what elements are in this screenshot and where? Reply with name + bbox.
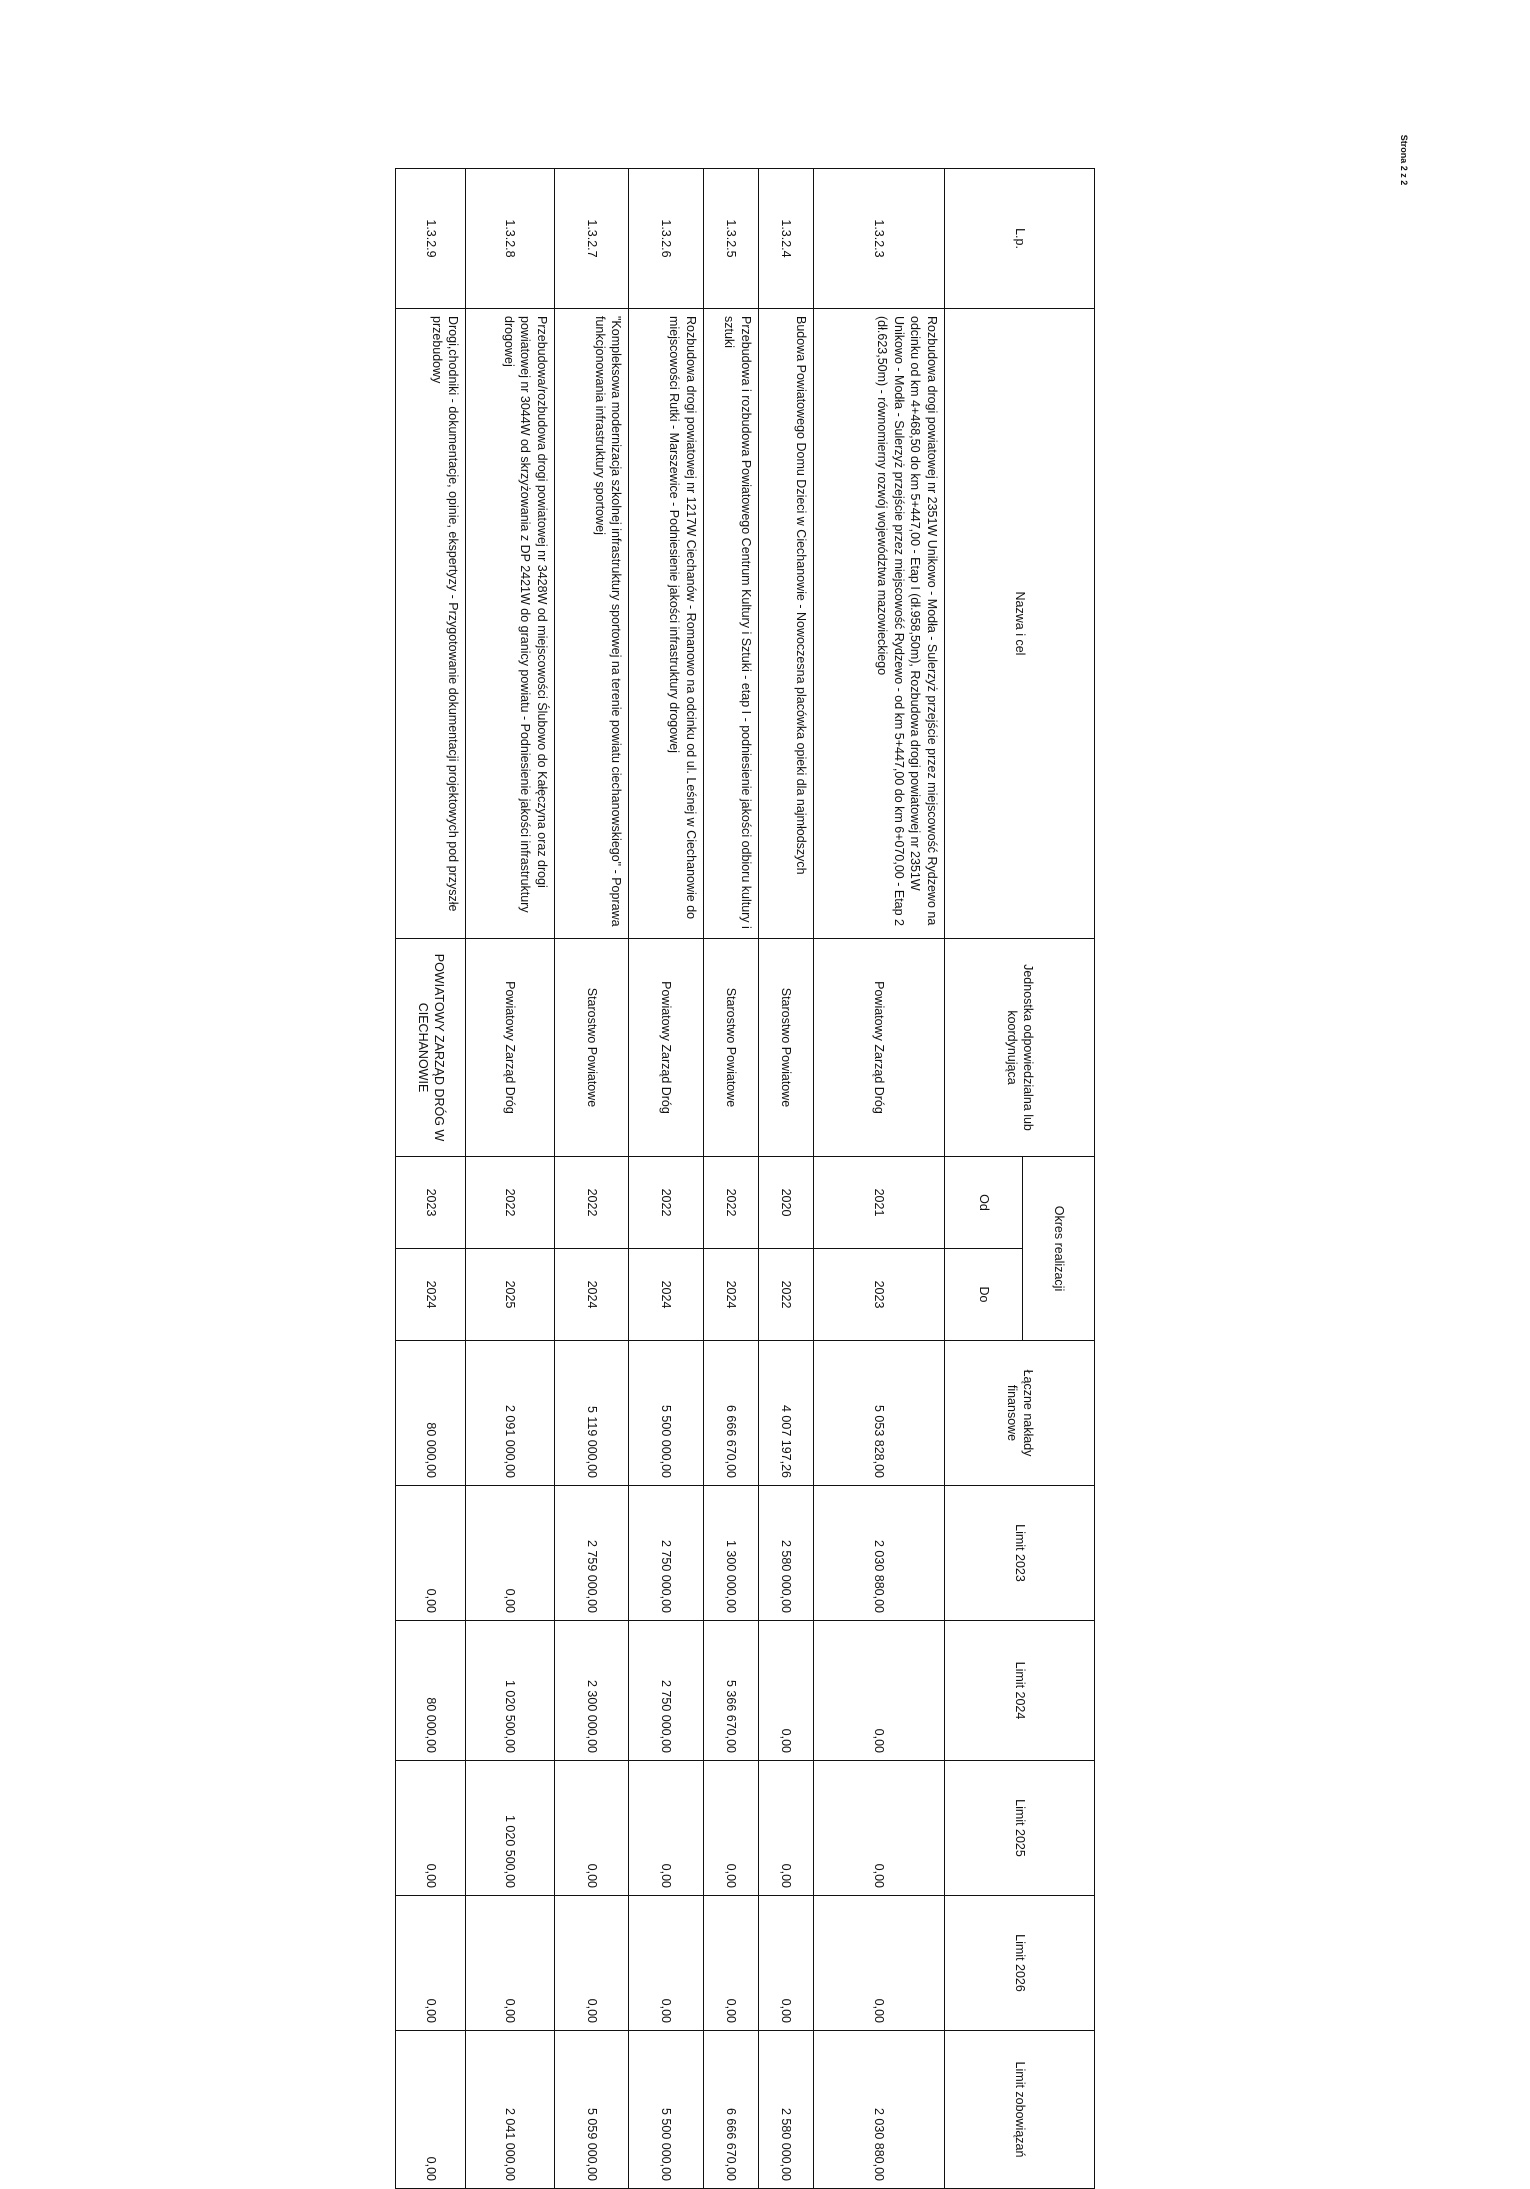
cell-lp: 1.3.2.8	[466, 169, 554, 309]
table-row	[759, 169, 814, 2189]
cell-name: Rozbudowa drogi powiatowej nr 2351W Unikowo - Modła - Sulerzyż przejście przez miejscowość Rydzewo na odcinku od km 4+468,50 do km 5+447,00 - Etap I (dł.958,50m), Rozbudowa drogi powiatowej nr 2351W Unikowo - Modła - Sulerzyż przejście przez miejscowość Rydzewo - od km 5+447,00 do km 6+070,00 - Etap 2 (dł.623,50m) - równomierny rozwój województwa mazowieckiego	[814, 309, 945, 939]
cell-limit-2026: 0,00	[466, 1896, 554, 2031]
cell-from: 2022	[703, 1157, 758, 1249]
cell-limit-2026: 0,00	[759, 1896, 814, 2031]
investment-table	[395, 168, 1095, 2189]
cell-to: 2023	[814, 1249, 945, 1341]
cell-from: 2021	[814, 1157, 945, 1249]
cell-to: 2025	[466, 1249, 554, 1341]
page-number-label: Strona 2 z 2	[1399, 134, 1409, 186]
header-period: Okres realizacji	[1023, 1157, 1095, 1341]
cell-unit: Powiatowy Zarząd Dróg	[814, 939, 945, 1157]
cell-name: Budowa Powiatowego Domu Dzieci w Ciechanowie - Nowoczesna placówka opieki dla najmłodszych	[759, 309, 814, 939]
cell-limit-2024: 80 000,00	[396, 1621, 466, 1761]
cell-from: 2023	[396, 1157, 466, 1249]
cell-limit-commitments: 5 500 000,00	[629, 2031, 703, 2189]
cell-to: 2024	[703, 1249, 758, 1341]
cell-limit-2026: 0,00	[396, 1896, 466, 2031]
cell-limit-2024: 0,00	[759, 1621, 814, 1761]
cell-limit-2026: 0,00	[814, 1896, 945, 2031]
cell-total: 6 666 670,00	[703, 1341, 758, 1486]
cell-lp: 1.3.2.9	[396, 169, 466, 309]
cell-limit-2025: 1 020 500,00	[466, 1761, 554, 1896]
table-row	[629, 169, 703, 2189]
cell-from: 2020	[759, 1157, 814, 1249]
cell-limit-2024: 1 020 500,00	[466, 1621, 554, 1761]
header-limit-2023: Limit 2023	[945, 1486, 1095, 1621]
cell-limit-2024: 5 366 670,00	[703, 1621, 758, 1761]
cell-name: Przebudowa/rozbudowa drogi powiatowej nr 3428W od miejscowości Ślubowo do Kałęczyna oraz drogi powiatowej nr 3044W od skrzyżowania z DP 2421W do granicy powiatu - Podniesienie jakości infrastruktury drogowej	[466, 309, 554, 939]
cell-limit-2026: 0,00	[629, 1896, 703, 2031]
cell-to: 2022	[759, 1249, 814, 1341]
header-limit-2026: Limit 2026	[945, 1896, 1095, 2031]
cell-limit-2025: 0,00	[814, 1761, 945, 1896]
cell-unit: Starostwo Powiatowe	[554, 939, 628, 1157]
cell-limit-2023: 2 030 880,00	[814, 1486, 945, 1621]
cell-total: 80 000,00	[396, 1341, 466, 1486]
header-lp: L.p.	[945, 169, 1095, 309]
header-limit-2025: Limit 2025	[945, 1761, 1095, 1896]
cell-from: 2022	[629, 1157, 703, 1249]
cell-from: 2022	[466, 1157, 554, 1249]
table-row	[554, 169, 628, 2189]
cell-limit-2026: 0,00	[703, 1896, 758, 2031]
cell-limit-2025: 0,00	[554, 1761, 628, 1896]
cell-unit: Starostwo Powiatowe	[759, 939, 814, 1157]
cell-total: 5 119 000,00	[554, 1341, 628, 1486]
cell-limit-2026: 0,00	[554, 1896, 628, 2031]
cell-to: 2024	[554, 1249, 628, 1341]
cell-unit: POWIATOWY ZARZĄD DRÓG W CIECHANOWIE	[396, 939, 466, 1157]
cell-to: 2024	[396, 1249, 466, 1341]
header-row-1	[1023, 169, 1095, 2189]
cell-lp: 1.3.2.6	[629, 169, 703, 309]
cell-total: 2 091 000,00	[466, 1341, 554, 1486]
cell-name: Rozbudowa drogi powiatowej nr 1217W Ciechanów - Romanowo na odcinku od ul. Leśnej w Ciechanowie do miejscowości Rutki - Marszewice - Podniesienie jakości infrastruktury drogowej	[629, 309, 703, 939]
cell-lp: 1.3.2.3	[814, 169, 945, 309]
header-limit-2024: Limit 2024	[945, 1621, 1095, 1761]
cell-limit-commitments: 6 666 670,00	[703, 2031, 758, 2189]
header-from: Od	[945, 1157, 1023, 1249]
cell-limit-2024: 2 750 000,00	[629, 1621, 703, 1761]
cell-lp: 1.3.2.7	[554, 169, 628, 309]
cell-limit-commitments: 2 030 880,00	[814, 2031, 945, 2189]
cell-total: 5 053 828,00	[814, 1341, 945, 1486]
cell-limit-2023: 0,00	[396, 1486, 466, 1621]
cell-from: 2022	[554, 1157, 628, 1249]
cell-name: "Kompleksowa modernizacja szkolnej infrastruktury sportowej na terenie powiatu ciechanowskiego" - Poprawa funkcjonowania infrastruktury sportowej	[554, 309, 628, 939]
cell-limit-2025: 0,00	[629, 1761, 703, 1896]
cell-limit-2023: 1 300 000,00	[703, 1486, 758, 1621]
cell-limit-commitments: 2 041 000,00	[466, 2031, 554, 2189]
table-row	[703, 169, 758, 2189]
header-limit-commitments: Limit zobowiązań	[945, 2031, 1095, 2189]
cell-lp: 1.3.2.5	[703, 169, 758, 309]
cell-limit-2023: 0,00	[466, 1486, 554, 1621]
table-row	[466, 169, 554, 2189]
investment-table-container	[395, 168, 1095, 2181]
cell-unit: Powiatowy Zarząd Dróg	[629, 939, 703, 1157]
cell-limit-2023: 2 580 000,00	[759, 1486, 814, 1621]
cell-name: Drogi,chodniki - dokumentacje, opinie, ekspertyzy - Przygotowanie dokumentacji projektowych pod przyszłe przebudowy	[396, 309, 466, 939]
table-row	[396, 169, 466, 2189]
cell-lp: 1.3.2.4	[759, 169, 814, 309]
cell-limit-commitments: 0,00	[396, 2031, 466, 2189]
cell-unit: Powiatowy Zarząd Dróg	[466, 939, 554, 1157]
cell-limit-2025: 0,00	[703, 1761, 758, 1896]
cell-total: 5 500 000,00	[629, 1341, 703, 1486]
cell-total: 4 007 197,26	[759, 1341, 814, 1486]
cell-unit: Starostwo Powiatowe	[703, 939, 758, 1157]
header-total: Łączne nakłady finansowe	[945, 1341, 1095, 1486]
cell-limit-commitments: 2 580 000,00	[759, 2031, 814, 2189]
cell-limit-2025: 0,00	[759, 1761, 814, 1896]
header-name: Nazwa i cel	[945, 309, 1095, 939]
cell-limit-commitments: 5 059 000,00	[554, 2031, 628, 2189]
cell-limit-2023: 2 750 000,00	[629, 1486, 703, 1621]
cell-limit-2024: 2 300 000,00	[554, 1621, 628, 1761]
header-to: Do	[945, 1249, 1023, 1341]
cell-to: 2024	[629, 1249, 703, 1341]
cell-limit-2024: 0,00	[814, 1621, 945, 1761]
cell-name: Przebudowa i rozbudowa Powiatowego Centrum Kultury i Sztuki - etap I - podniesienie jakości odbioru kultury i sztuki	[703, 309, 758, 939]
cell-limit-2025: 0,00	[396, 1761, 466, 1896]
table-row	[814, 169, 945, 2189]
header-unit: Jednostka odpowiedzialna lub koordynująca	[945, 939, 1095, 1157]
cell-limit-2023: 2 759 000,00	[554, 1486, 628, 1621]
page-number	[1384, 134, 1424, 186]
